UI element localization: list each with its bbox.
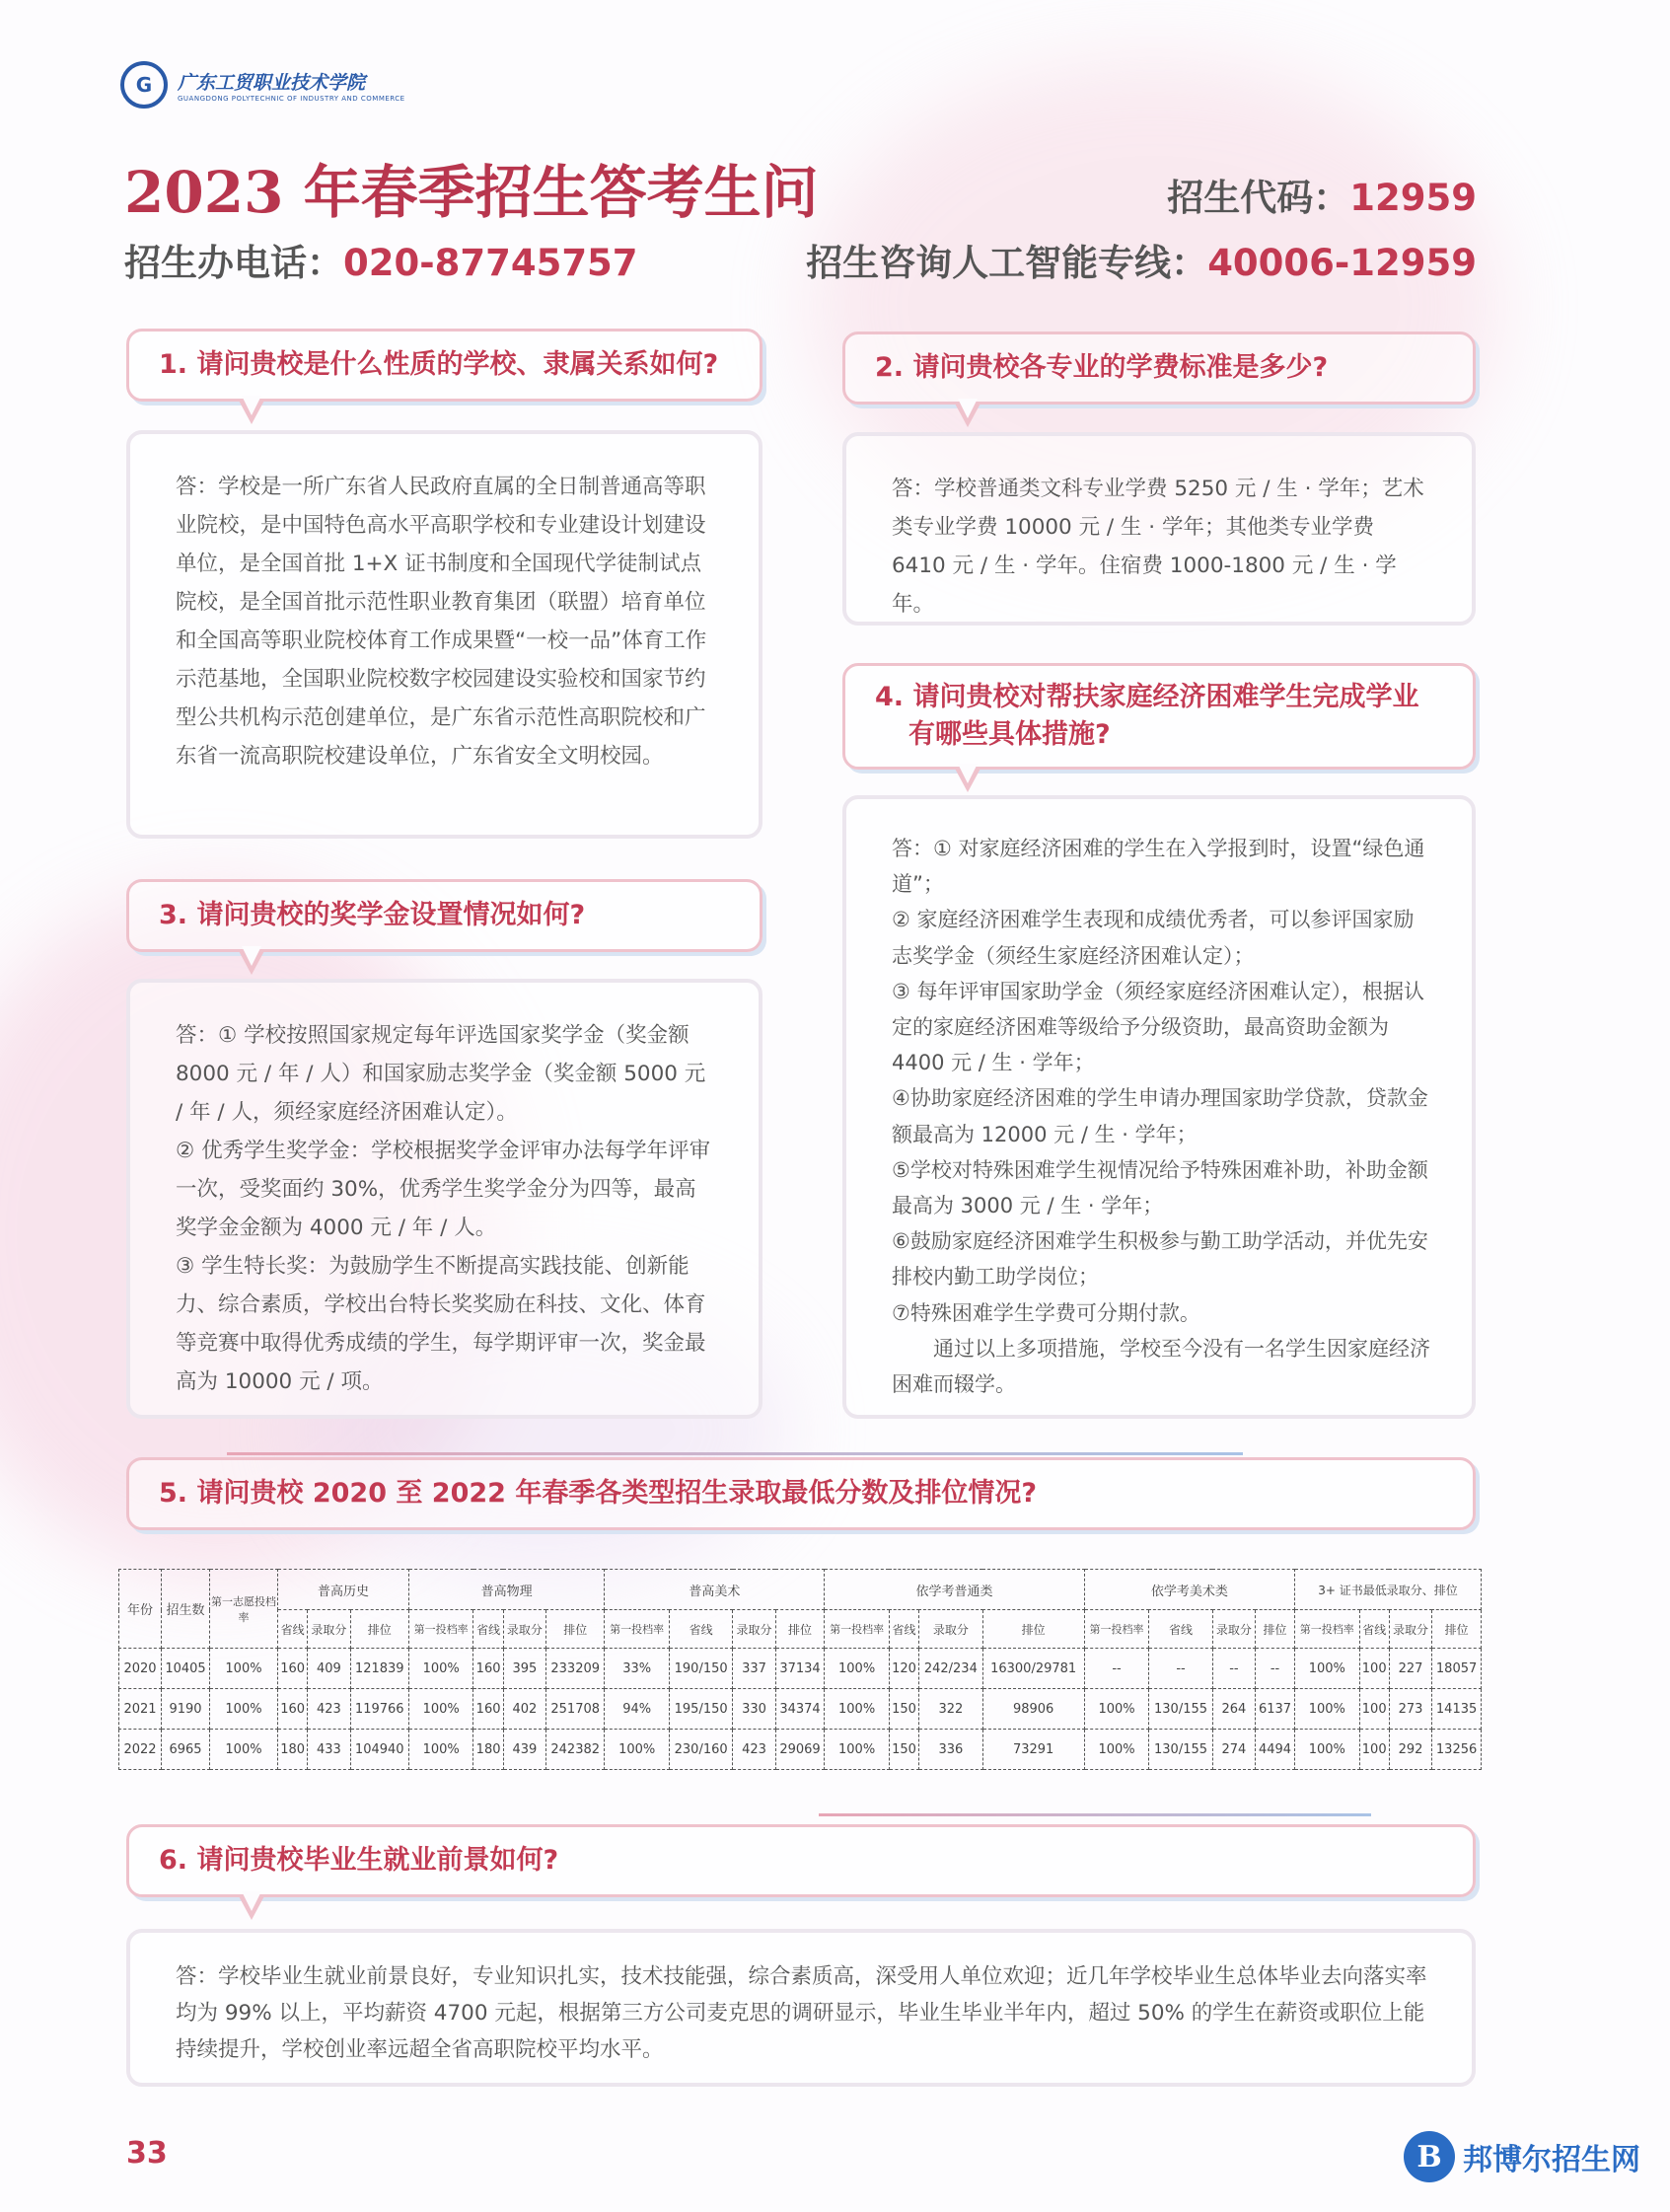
table-cell: 336	[919, 1730, 982, 1770]
table-cell: --	[1256, 1649, 1295, 1689]
table-cell: 2022	[119, 1730, 162, 1770]
table-cell: 227	[1389, 1649, 1431, 1689]
answer-2-box	[842, 432, 1476, 626]
sub-header: 第一投档率	[605, 1610, 670, 1649]
table-cell: 233209	[546, 1649, 605, 1689]
sub-header: 录取分	[733, 1610, 775, 1649]
question-4-text	[875, 679, 1418, 754]
table-cell: 150	[889, 1730, 918, 1770]
table-cell: 242382	[546, 1730, 605, 1770]
speech-tail	[238, 1894, 265, 1920]
table-subheader-row	[119, 1610, 1482, 1649]
watermark-logo-icon: B	[1404, 2131, 1455, 2182]
ai-hotline	[806, 233, 1477, 286]
table-cell: 292	[1389, 1730, 1431, 1770]
answer-6-text: 答：学校毕业生就业前景良好，专业知识扎实，技术技能强，综合素质高，深受用人单位欢迎；近几年学校毕业生总体毕业去向落实率均为 99% 以上，平均薪资 4700 元起，根据第三方公司麦克思的调研显示，毕业生毕业半年内，超过 50% 的学生在薪资或职位上能持续提升，学校创业率远超全省高职院校平均水平。	[176, 1964, 1427, 2062]
group-header: 普高美术	[605, 1570, 825, 1610]
table-cell: --	[1212, 1649, 1255, 1689]
page-title: 2023 年春季招生答考生问	[124, 159, 819, 226]
table-cell: 9190	[162, 1689, 210, 1730]
table-cell: 395	[503, 1649, 545, 1689]
table-row	[119, 1689, 1482, 1730]
table-cell: 100%	[825, 1730, 890, 1770]
answer-4-item: 答：① 对家庭经济困难的学生在入学报到时，设置“绿色通道”；	[892, 837, 1425, 897]
table-cell: 402	[503, 1689, 545, 1730]
table-cell: 119766	[350, 1689, 408, 1730]
sub-header: 排位	[350, 1610, 408, 1649]
col-first-rate: 第一志愿投档率	[210, 1570, 278, 1649]
sub-header: 录取分	[1389, 1610, 1431, 1649]
table-cell: 100%	[210, 1730, 278, 1770]
table-cell: 100%	[1084, 1730, 1149, 1770]
sub-header: 第一投档率	[408, 1610, 473, 1649]
table-cell: 251708	[546, 1689, 605, 1730]
question-5-text: 5. 请问贵校 2020 至 2022 年春季各类型招生录取最低分数及排位情况?	[159, 1478, 1037, 1509]
watermark-text: 邦博尔招生网	[1463, 2143, 1640, 2177]
question-4-line-2: 有哪些具体措施?	[908, 719, 1111, 750]
table-cell: 73291	[982, 1730, 1084, 1770]
table-cell: 330	[733, 1689, 775, 1730]
group-header: 普高历史	[278, 1570, 409, 1610]
ai-hotline-value: 40006-12959	[1207, 242, 1477, 284]
sub-header: 省线	[1149, 1610, 1212, 1649]
sub-header: 录取分	[919, 1610, 982, 1649]
question-6-text: 6. 请问贵校毕业生就业前景如何?	[159, 1845, 559, 1876]
col-year: 年份	[119, 1570, 162, 1649]
sub-header: 排位	[775, 1610, 825, 1649]
sub-header: 录取分	[308, 1610, 350, 1649]
question-2-bubble	[842, 332, 1476, 405]
table-cell: 180	[278, 1730, 308, 1770]
answer-4-item: ④协助家庭经济困难的学生申请办理国家助学贷款，贷款金额最高为 12000 元 / 生 · 学年；	[892, 1086, 1428, 1146]
school-logo	[120, 61, 405, 109]
table-cell: 104940	[350, 1730, 408, 1770]
table-cell: --	[1149, 1649, 1212, 1689]
logo-english-name: GUANGDONG POLYTECHNIC OF INDUSTRY AND COMMERCE	[178, 94, 405, 103]
table-cell: 273	[1389, 1689, 1431, 1730]
table-cell: 423	[308, 1689, 350, 1730]
table-body	[119, 1649, 1482, 1770]
table-cell: 100	[1359, 1689, 1389, 1730]
sub-header: 排位	[546, 1610, 605, 1649]
speech-tail	[238, 399, 265, 424]
group-header: 依学考美术类	[1084, 1570, 1294, 1610]
speech-tail	[238, 949, 265, 975]
table-cell: 100%	[1295, 1689, 1360, 1730]
table-cell: 274	[1212, 1730, 1255, 1770]
table-cell: 2021	[119, 1689, 162, 1730]
table-cell: 18057	[1432, 1649, 1482, 1689]
table-cell: 409	[308, 1649, 350, 1689]
table-cell: 264	[1212, 1689, 1255, 1730]
answer-1-box	[126, 430, 762, 839]
table-cell: 10405	[162, 1649, 210, 1689]
table-cell: 337	[733, 1649, 775, 1689]
table-cell: 121839	[350, 1649, 408, 1689]
table-cell: 33%	[605, 1649, 670, 1689]
table-cell: 100%	[1295, 1649, 1360, 1689]
answer-3-box	[126, 979, 762, 1419]
sub-header: 录取分	[1212, 1610, 1255, 1649]
sub-header: 省线	[278, 1610, 308, 1649]
table-cell: 150	[889, 1689, 918, 1730]
answer-4-item: ③ 每年评审国家助学金（须经家庭经济困难认定），根据认定的家庭经济困难等级给予分级资助，最高资助金额为 4400 元 / 生 · 学年；	[892, 979, 1424, 1075]
answer-3-item: ② 优秀学生奖学金：学校根据奖学金评审办法每学年评审一次，受奖面约 30%，优秀学生奖学金分为四等，最高奖学金金额为 4000 元 / 年 / 人。	[176, 1139, 711, 1240]
table-cell: 195/150	[669, 1689, 732, 1730]
table-cell: 322	[919, 1689, 982, 1730]
office-phone-value: 020-87745757	[343, 242, 638, 284]
sub-header: 第一投档率	[1084, 1610, 1149, 1649]
table-cell: 100%	[605, 1730, 670, 1770]
question-5-bubble	[126, 1457, 1476, 1530]
group-header: 3+ 证书最低录取分、排位	[1295, 1570, 1482, 1610]
answer-4-item: ② 家庭经济困难学生表现和成绩优秀者，可以参评国家励志奖学金（须经生家庭经济困难认定）；	[892, 908, 1415, 968]
table-cell: 6137	[1256, 1689, 1295, 1730]
question-4-line-1: 4. 请问贵校对帮扶家庭经济困难学生完成学业	[875, 682, 1419, 712]
page-number: 33	[126, 2136, 168, 2171]
question-2-text: 2. 请问贵校各专业的学费标准是多少?	[875, 352, 1329, 383]
table-cell: 120	[889, 1649, 918, 1689]
answer-3-item: ③ 学生特长奖：为鼓励学生不断提高实践技能、创新能力、综合素质，学校出台特长奖奖励在科技、文化、体育等竞赛中取得优秀成绩的学生，每学期评审一次，奖金最高为 10000 元 / 项。	[176, 1254, 706, 1394]
table-cell: 98906	[982, 1689, 1084, 1730]
admission-code	[1167, 168, 1477, 221]
table-cell: 439	[503, 1730, 545, 1770]
answer-4-item: ⑤学校对特殊困难学生视情况给予特殊困难补助，补助金额最高为 3000 元 / 生 · 学年；	[892, 1157, 1428, 1218]
table-cell: 230/160	[669, 1730, 732, 1770]
col-enroll: 招生数	[162, 1570, 210, 1649]
group-header: 普高物理	[408, 1570, 604, 1610]
table-cell: 423	[733, 1730, 775, 1770]
sub-header: 排位	[1432, 1610, 1482, 1649]
table-cell: 242/234	[919, 1649, 982, 1689]
table-cell: 160	[473, 1689, 503, 1730]
admission-code-value: 12959	[1349, 177, 1477, 219]
sub-header: 省线	[889, 1610, 918, 1649]
answer-3-item: 答：① 学校按照国家规定每年评选国家奖学金（奖金额 8000 元 / 年 / 人）和国家励志奖学金（奖金额 5000 元 / 年 / 人，须经家庭经济困难认定）。	[176, 1023, 706, 1125]
speech-tail	[954, 402, 981, 427]
table-row	[119, 1649, 1482, 1689]
answer-6-box	[126, 1929, 1476, 2087]
table-cell: 180	[473, 1730, 503, 1770]
table-cell: 29069	[775, 1730, 825, 1770]
sub-header: 排位	[982, 1610, 1084, 1649]
table-cell: 190/150	[669, 1649, 732, 1689]
question-3-text: 3. 请问贵校的奖学金设置情况如何?	[159, 900, 586, 930]
table-cell: 100%	[1084, 1689, 1149, 1730]
table-cell: 14135	[1432, 1689, 1482, 1730]
table-cell: 100%	[408, 1730, 473, 1770]
question-3-bubble	[126, 879, 762, 952]
school-emblem-icon: G	[120, 61, 168, 109]
table-cell: 16300/29781	[982, 1649, 1084, 1689]
question-1-text: 1. 请问贵校是什么性质的学校、隶属关系如何?	[159, 349, 719, 380]
answer-4-item: ⑦特殊困难学生学费可分期付款。	[892, 1300, 1200, 1325]
office-phone-label: 招生办电话：	[124, 242, 343, 284]
group-header: 依学考普通类	[825, 1570, 1084, 1610]
sub-header: 录取分	[503, 1610, 545, 1649]
table-cell: 100%	[408, 1689, 473, 1730]
office-phone	[124, 233, 638, 286]
table-cell: 94%	[605, 1689, 670, 1730]
table-header-row	[119, 1570, 1482, 1610]
table-cell: 100	[1359, 1649, 1389, 1689]
admission-scores-table	[118, 1569, 1482, 1770]
table-cell: 100%	[1295, 1730, 1360, 1770]
answer-4-item: ⑥鼓励家庭经济困难学生积极参与勤工助学活动，并优先安排校内勤工助学岗位；	[892, 1229, 1428, 1290]
speech-tail	[954, 767, 981, 792]
table-cell: 100	[1359, 1730, 1389, 1770]
table-cell: 100%	[825, 1689, 890, 1730]
sub-header: 省线	[1359, 1610, 1389, 1649]
sub-header: 省线	[669, 1610, 732, 1649]
watermark	[1404, 2131, 1640, 2182]
admission-code-label: 招生代码：	[1167, 177, 1350, 219]
table-cell: 13256	[1432, 1730, 1482, 1770]
table-cell: 130/155	[1149, 1730, 1212, 1770]
table-cell: 160	[278, 1649, 308, 1689]
logo-chinese-name: 广东工贸职业技术学院	[178, 71, 366, 94]
table-row	[119, 1730, 1482, 1770]
table-cell: 4494	[1256, 1730, 1295, 1770]
table-cell: 160	[278, 1689, 308, 1730]
sub-header: 排位	[1256, 1610, 1295, 1649]
table-cell: 100%	[210, 1649, 278, 1689]
table-cell: 160	[473, 1649, 503, 1689]
table-cell: 6965	[162, 1730, 210, 1770]
answer-4-box	[842, 795, 1476, 1419]
decorative-line	[819, 1813, 1371, 1816]
sub-header: 第一投档率	[1295, 1610, 1360, 1649]
sub-header: 省线	[473, 1610, 503, 1649]
table-cell: --	[1084, 1649, 1149, 1689]
sub-header: 第一投档率	[825, 1610, 890, 1649]
question-1-bubble	[126, 329, 762, 402]
table-cell: 100%	[210, 1689, 278, 1730]
answer-1-text: 答：学校是一所广东省人民政府直属的全日制普通高等职业院校，是中国特色高水平高职学校和专业建设计划建设单位，是全国首批 1+X 证书制度和全国现代学徒制试点院校，是全国首批示范性职业教育集团（联盟）培育单位和全国高等职业院校体育工作成果暨“一校一品”体育工作示范基地，全国职业院校数字校园建设实验校和国家节约型公共机构示范创建单位，是广东省示范性高职院校和广东省一流高职院校建设单位，广东省安全文明校园。	[176, 475, 707, 769]
decorative-line	[227, 1452, 1243, 1455]
table-cell: 130/155	[1149, 1689, 1212, 1730]
ai-hotline-label: 招生咨询人工智能专线：	[806, 242, 1208, 284]
table-cell: 100%	[825, 1649, 890, 1689]
table-cell: 2020	[119, 1649, 162, 1689]
answer-4-closing: 通过以上多项措施，学校至今没有一名学生因家庭经济困难而辍学。	[892, 1336, 1430, 1397]
table-cell: 433	[308, 1730, 350, 1770]
question-4-bubble	[842, 663, 1476, 770]
answer-2-text: 答：学校普通类文科专业学费 5250 元 / 生 · 学年；艺术类专业学费 10000 元 / 生 · 学年；其他类专业学费 6410 元 / 生 · 学年。住宿费 1000-1800 元 / 生 · 学年。	[892, 477, 1424, 617]
table-cell: 100%	[408, 1649, 473, 1689]
table-cell: 37134	[775, 1649, 825, 1689]
question-6-bubble	[126, 1824, 1476, 1897]
table-cell: 34374	[775, 1689, 825, 1730]
